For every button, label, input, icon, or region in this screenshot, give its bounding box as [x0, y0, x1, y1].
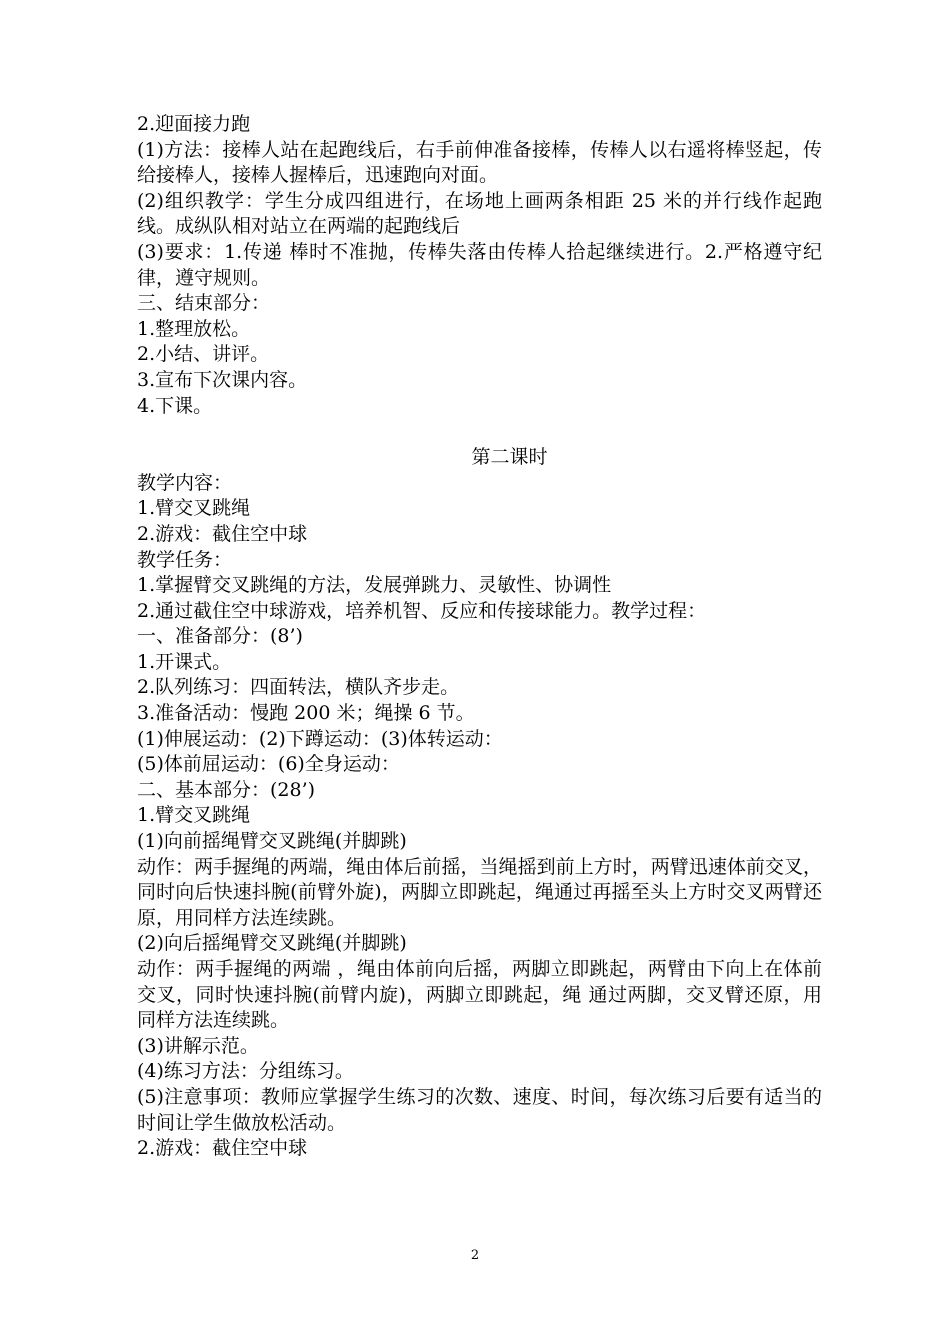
backward-rope-action: 动作：两手握绳的两端 ，绳由体前向后摇，两脚立即跳起，两臂由下向上在体前交叉，同时快速抖腕(前臂内旋)，两脚立即跳起，绳 通过两脚，交叉臂还原，用同样方法连续跳。: [137, 958, 822, 1032]
rope-skipping-heading: 1.臂交叉跳绳: [137, 804, 251, 827]
teaching-content-label: 教学内容：: [137, 471, 233, 494]
ending-item-2: 2.小结、讲评。: [137, 343, 270, 366]
relay-organization: (2)组织教学：学生分成四组进行，在场地上画两条相距 25 米的并行线作起跑线。成纵队相对站立在两端的起跑线后: [137, 189, 822, 238]
relay-heading: 2.迎面接力跑: [137, 113, 251, 135]
relay-method: (1)方法：接棒人站在起跑线后，右手前伸准备接棒，传棒人以右遥将棒竖起，传给接棒人，接棒人握棒后，迅速跑向对面。: [137, 138, 822, 187]
teaching-task-2: 2.通过截住空中球游戏，培养机智、反应和传接球能力。教学过程：: [137, 599, 707, 622]
forward-rope-heading: (1)向前摇绳臂交叉跳绳(并脚跳): [137, 830, 407, 853]
relay-requirements: (3)要求：1.传递 棒时不准抛，传棒失落由传棒人拾起继续进行。2.严格遵守纪律，遵守规则。: [137, 240, 822, 289]
ending-section-heading: 三、结束部分：: [137, 292, 271, 315]
practice-method-item: (4)练习方法：分组练习。: [137, 1060, 354, 1083]
teaching-content-2: 2.游戏：截住空中球: [137, 522, 308, 545]
exercise-list-1: (1)伸展运动：(2)下蹲运动：(3)体转运动：: [137, 727, 503, 750]
page-number: 2: [470, 1248, 480, 1263]
preparation-item-1: 1.开课式。: [137, 650, 232, 673]
ending-item-3: 3.宣布下次课内容。: [137, 368, 308, 391]
preparation-heading: 一、准备部分：(8’): [137, 625, 303, 648]
preparation-item-2: 2.队列练习：四面转法，横队齐步走。: [137, 676, 460, 699]
ending-item-1: 1.整理放松。: [137, 317, 251, 340]
teaching-task-label: 教学任务：: [137, 548, 233, 571]
demonstration-item: (3)讲解示范。: [137, 1034, 259, 1057]
preparation-item-3: 3.准备活动：慢跑 200 米；绳操 6 节。: [137, 702, 475, 725]
teaching-content-1: 1.臂交叉跳绳: [137, 497, 251, 520]
teaching-task-1: 1.掌握臂交叉跳绳的方法，发展弹跳力、灵敏性、协调性: [137, 574, 612, 597]
forward-rope-action: 动作：两手握绳的两端，绳由体后前摇，当绳摇到前上方时，两臂迅速体前交叉，同时向后快速抖腕(前臂外旋)，两脚立即跳起，绳通过再摇至头上方时交叉两臂还原，用同样方法连续跳。: [137, 855, 822, 929]
ending-item-4: 4.下课。: [137, 394, 213, 417]
section-title: 第二课时: [471, 446, 548, 469]
precautions-item: (5)注意事项：教师应掌握学生练习的次数、速度、时间，每次练习后要有适当的时间让学生做放松活动。: [137, 1085, 822, 1134]
basic-section-heading: 二、基本部分：(28’): [137, 778, 316, 801]
game-heading: 2.游戏：截住空中球: [137, 1137, 308, 1160]
backward-rope-heading: (2)向后摇绳臂交叉跳绳(并脚跳): [137, 932, 407, 955]
document-body: [137, 112, 822, 1162]
section-gap: [137, 419, 822, 445]
exercise-list-2: (5)体前屈运动：(6)全身运动：: [137, 753, 400, 776]
